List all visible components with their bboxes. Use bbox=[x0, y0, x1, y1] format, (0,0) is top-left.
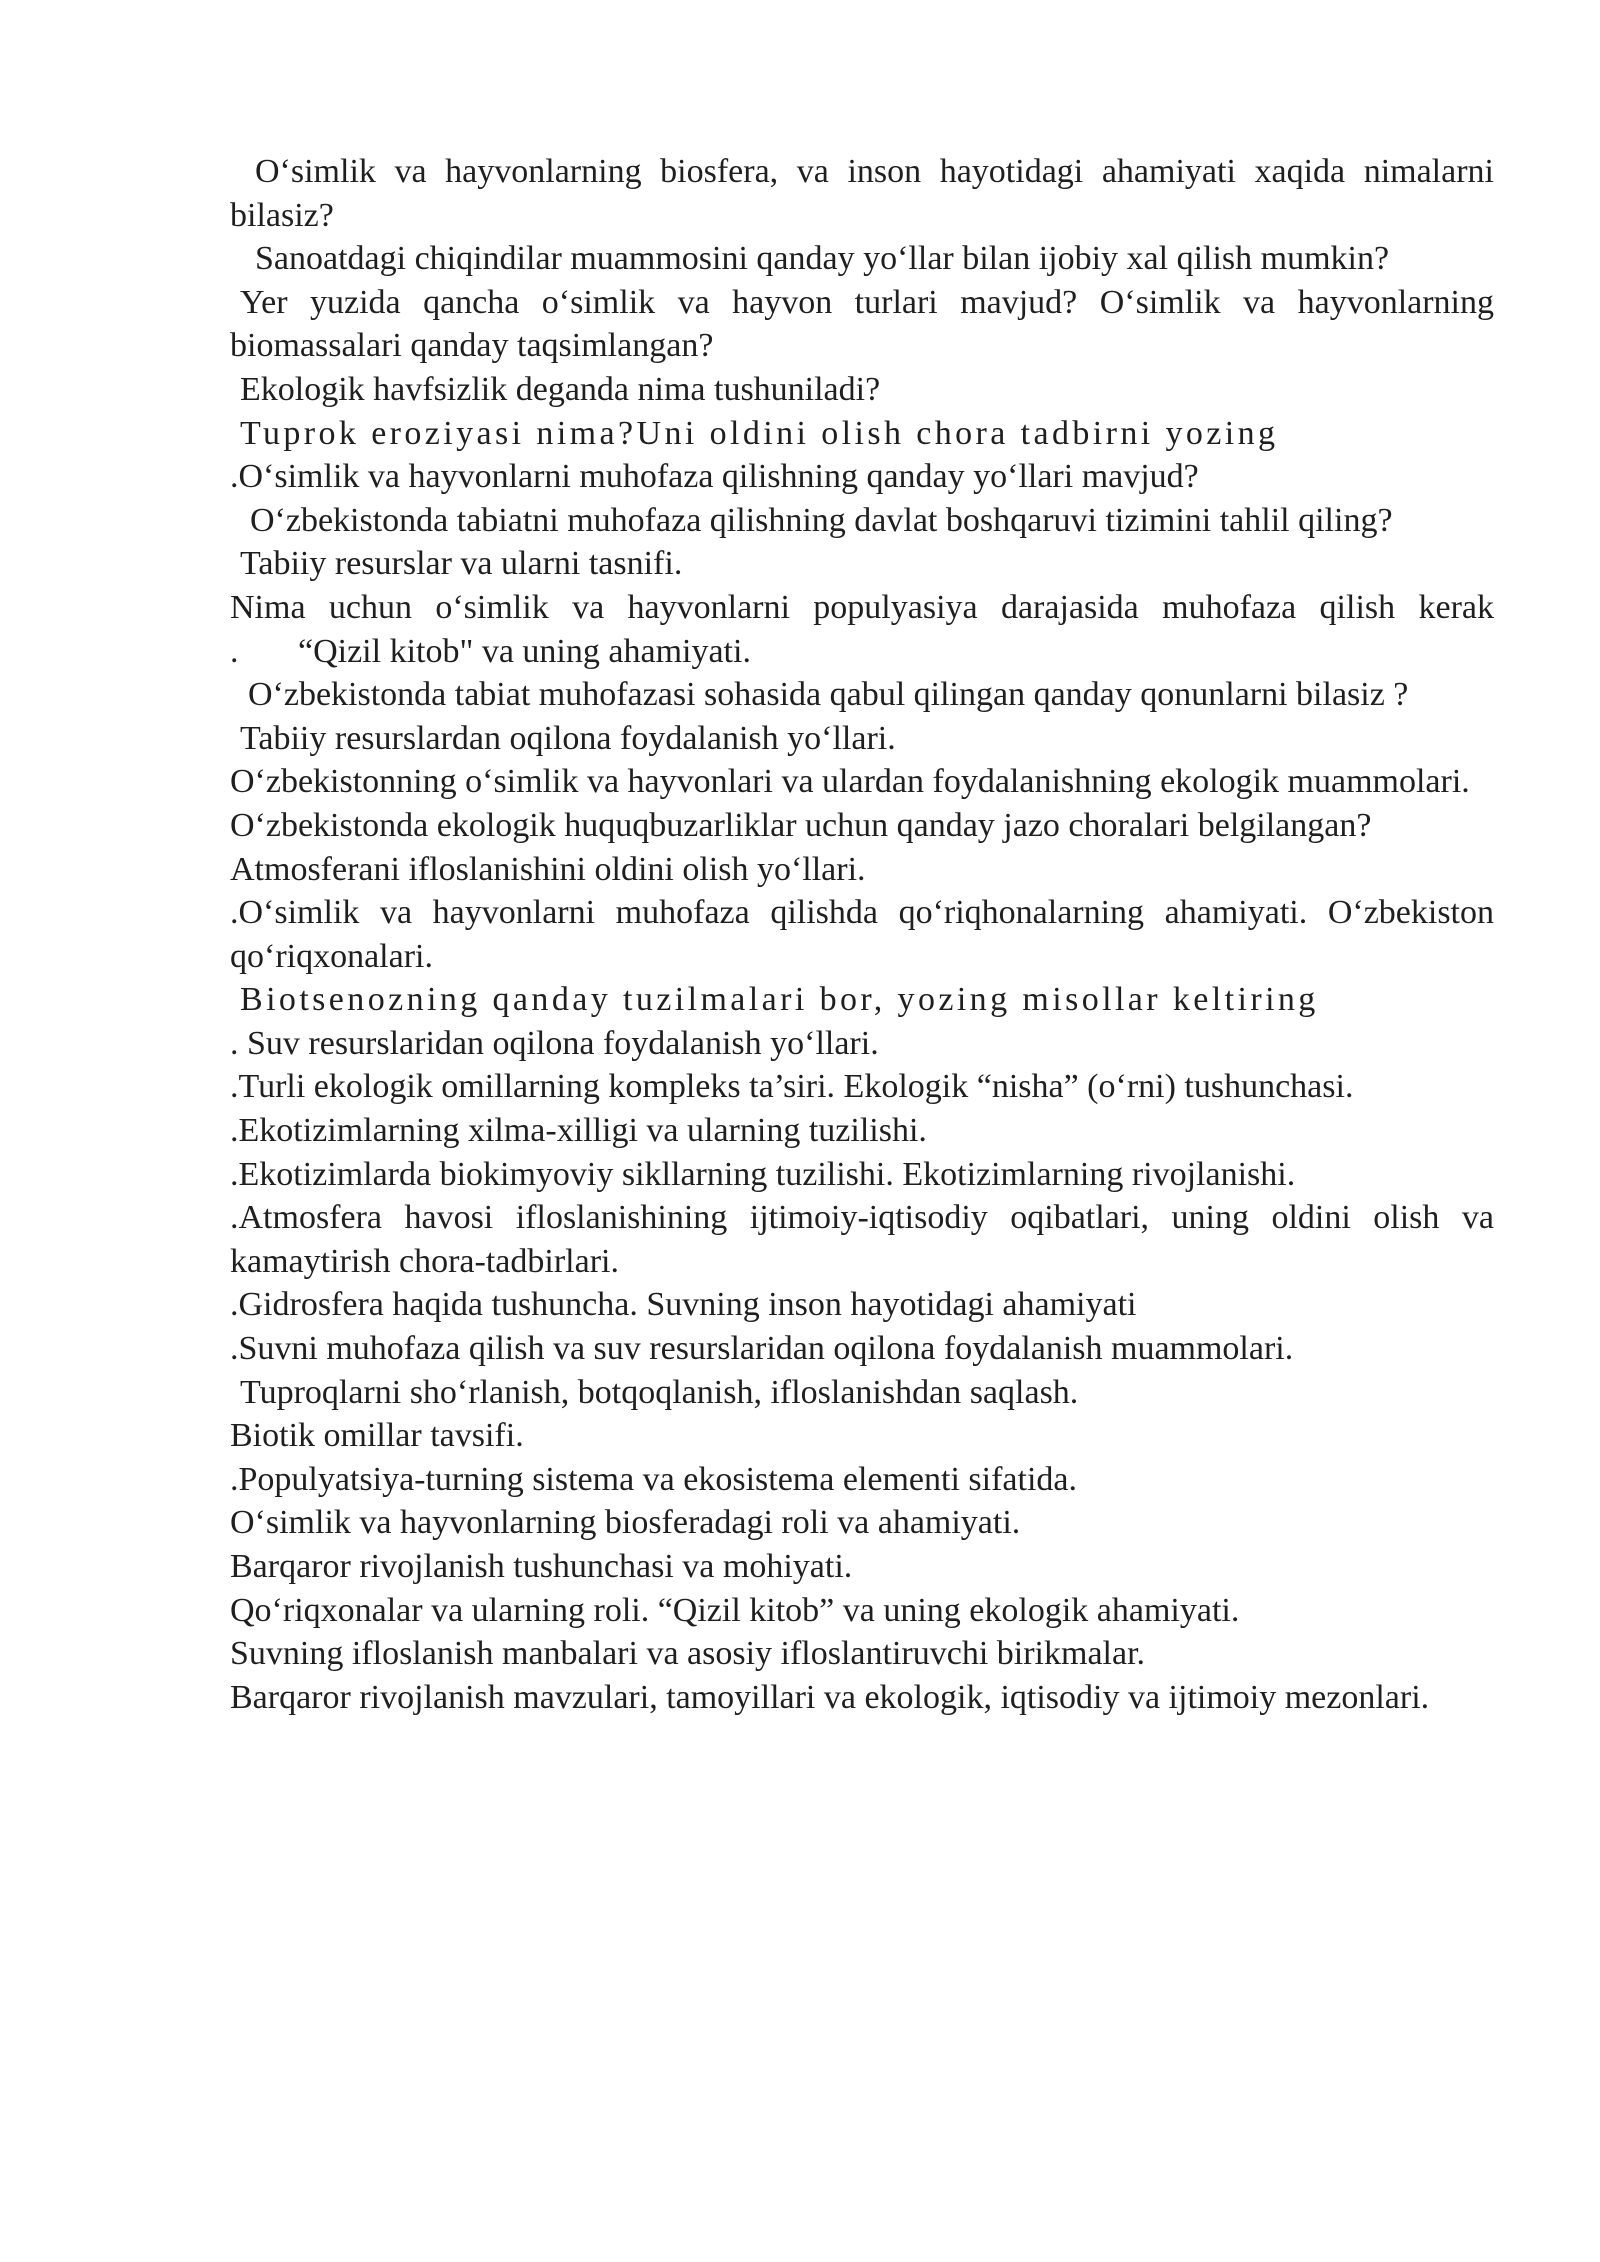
question-item: O‘zbekistonda tabiatni muhofaza qilishning davlat boshqaruvi tizimini tahlil qiling? bbox=[250, 501, 1393, 539]
question-item: . “Qizil kitob" va uning ahamiyati. bbox=[230, 632, 751, 670]
question-item: O‘zbekistonda tabiat muhofazasi sohasida qabul qilingan qanday qonunlarni bilasiz ? bbox=[248, 676, 1409, 714]
document-page bbox=[230, 150, 1494, 1719]
question-item: .O‘simlik va hayvonlarni muhofaza qilishda qo‘riqhonalarning ahamiyati. O‘zbekiston qo‘riqxonalari. bbox=[230, 894, 1494, 975]
question-item: O‘simlik va hayvonlarning biosfera, va inson hayotidagi ahamiyati xaqida nimalarni bilasiz? bbox=[230, 153, 1494, 234]
question-item: .Gidrosfera haqida tushuncha. Suvning inson hayotidagi ahamiyati bbox=[230, 1286, 1137, 1324]
question-item: O‘zbekistonda ekologik huquqbuzarliklar uchun qanday jazo choralari belgilangan? bbox=[230, 806, 1372, 844]
question-item: Qo‘riqxonalar va ularning roli. “Qizil kitob” va uning ekologik ahamiyati. bbox=[230, 1591, 1240, 1629]
question-item: .Suvni muhofaza qilish va suv resurslaridan oqilona foydalanish muammolari. bbox=[230, 1330, 1294, 1368]
question-item: Biotsenozning qanday tuzilmalari bor, yozing misollar keltiring bbox=[240, 981, 1319, 1019]
question-item: Tuproqlarni sho‘rlanish, botqoqlanish, ifloslanishdan saqlash. bbox=[240, 1373, 1079, 1411]
question-item: .Ekotizimlarning xilma-xilligi va ularning tuzilishi. bbox=[230, 1112, 927, 1150]
question-item: Tabiiy resurslar va ularni tasnifi. bbox=[240, 545, 683, 583]
question-item: Suvning ifloslanish manbalari va asosiy ifloslantiruvchi birikmalar. bbox=[230, 1635, 1146, 1673]
question-item: Nima uchun o‘simlik va hayvonlarni populyasiya darajasida muhofaza qilish kerak bbox=[230, 588, 1494, 626]
question-item: Barqaror rivojlanish mavzulari, tamoyillari va ekologik, iqtisodiy va ijtimoiy mezonlari. bbox=[230, 1678, 1430, 1716]
question-item: Tuprok eroziyasi nima?Uni oldini olish chora tadbirni yozing bbox=[240, 414, 1279, 452]
question-item: Sanoatdagi chiqindilar muammosini qanday yo‘llar bilan ijobiy xal qilish mumkin? bbox=[255, 240, 1390, 278]
question-item: .O‘simlik va hayvonlarni muhofaza qilishning qanday yo‘llari mavjud? bbox=[230, 458, 1199, 496]
question-item: Tabiiy resurslardan oqilona foydalanish yo‘llari. bbox=[240, 719, 896, 757]
question-item: . Suv resurslaridan oqilona foydalanish yo‘llari. bbox=[230, 1024, 879, 1062]
question-item: .Turli ekologik omillarning kompleks ta’siri. Ekologik “nisha” (o‘rni) tushunchasi. bbox=[230, 1068, 1354, 1106]
question-item: .Atmosfera havosi ifloslanishining ijtimoiy-iqtisodiy oqibatlari, uning oldini olish va kamaytirish chora-tadbirlari. bbox=[230, 1199, 1494, 1280]
question-item: O‘zbekistonning o‘simlik va hayvonlari va ulardan foydalanishning ekologik muammolari. bbox=[230, 763, 1470, 801]
question-item: O‘simlik va hayvonlarning biosferadagi roli va ahamiyati. bbox=[230, 1504, 1021, 1542]
question-item: Barqaror rivojlanish tushunchasi va mohiyati. bbox=[230, 1548, 853, 1585]
question-item: Biotik omillar tavsifi. bbox=[230, 1417, 524, 1455]
question-item: Ekologik havfsizlik deganda nima tushuniladi? bbox=[240, 370, 881, 408]
question-item: Atmosferani ifloslanishini oldini olish yo‘llari. bbox=[230, 850, 866, 888]
question-item: .Ekotizimlarda biokimyoviy sikllarning tuzilishi. Ekotizimlarning rivojlanishi. bbox=[230, 1155, 1296, 1193]
question-item: Yer yuzida qancha o‘simlik va hayvon turlari mavjud? O‘simlik va hayvonlarning biomassalari qanday taqsimlangan? bbox=[230, 283, 1494, 365]
question-item: .Populyatsiya-turning sistema va ekosistema elementi sifatida. bbox=[230, 1460, 1077, 1498]
